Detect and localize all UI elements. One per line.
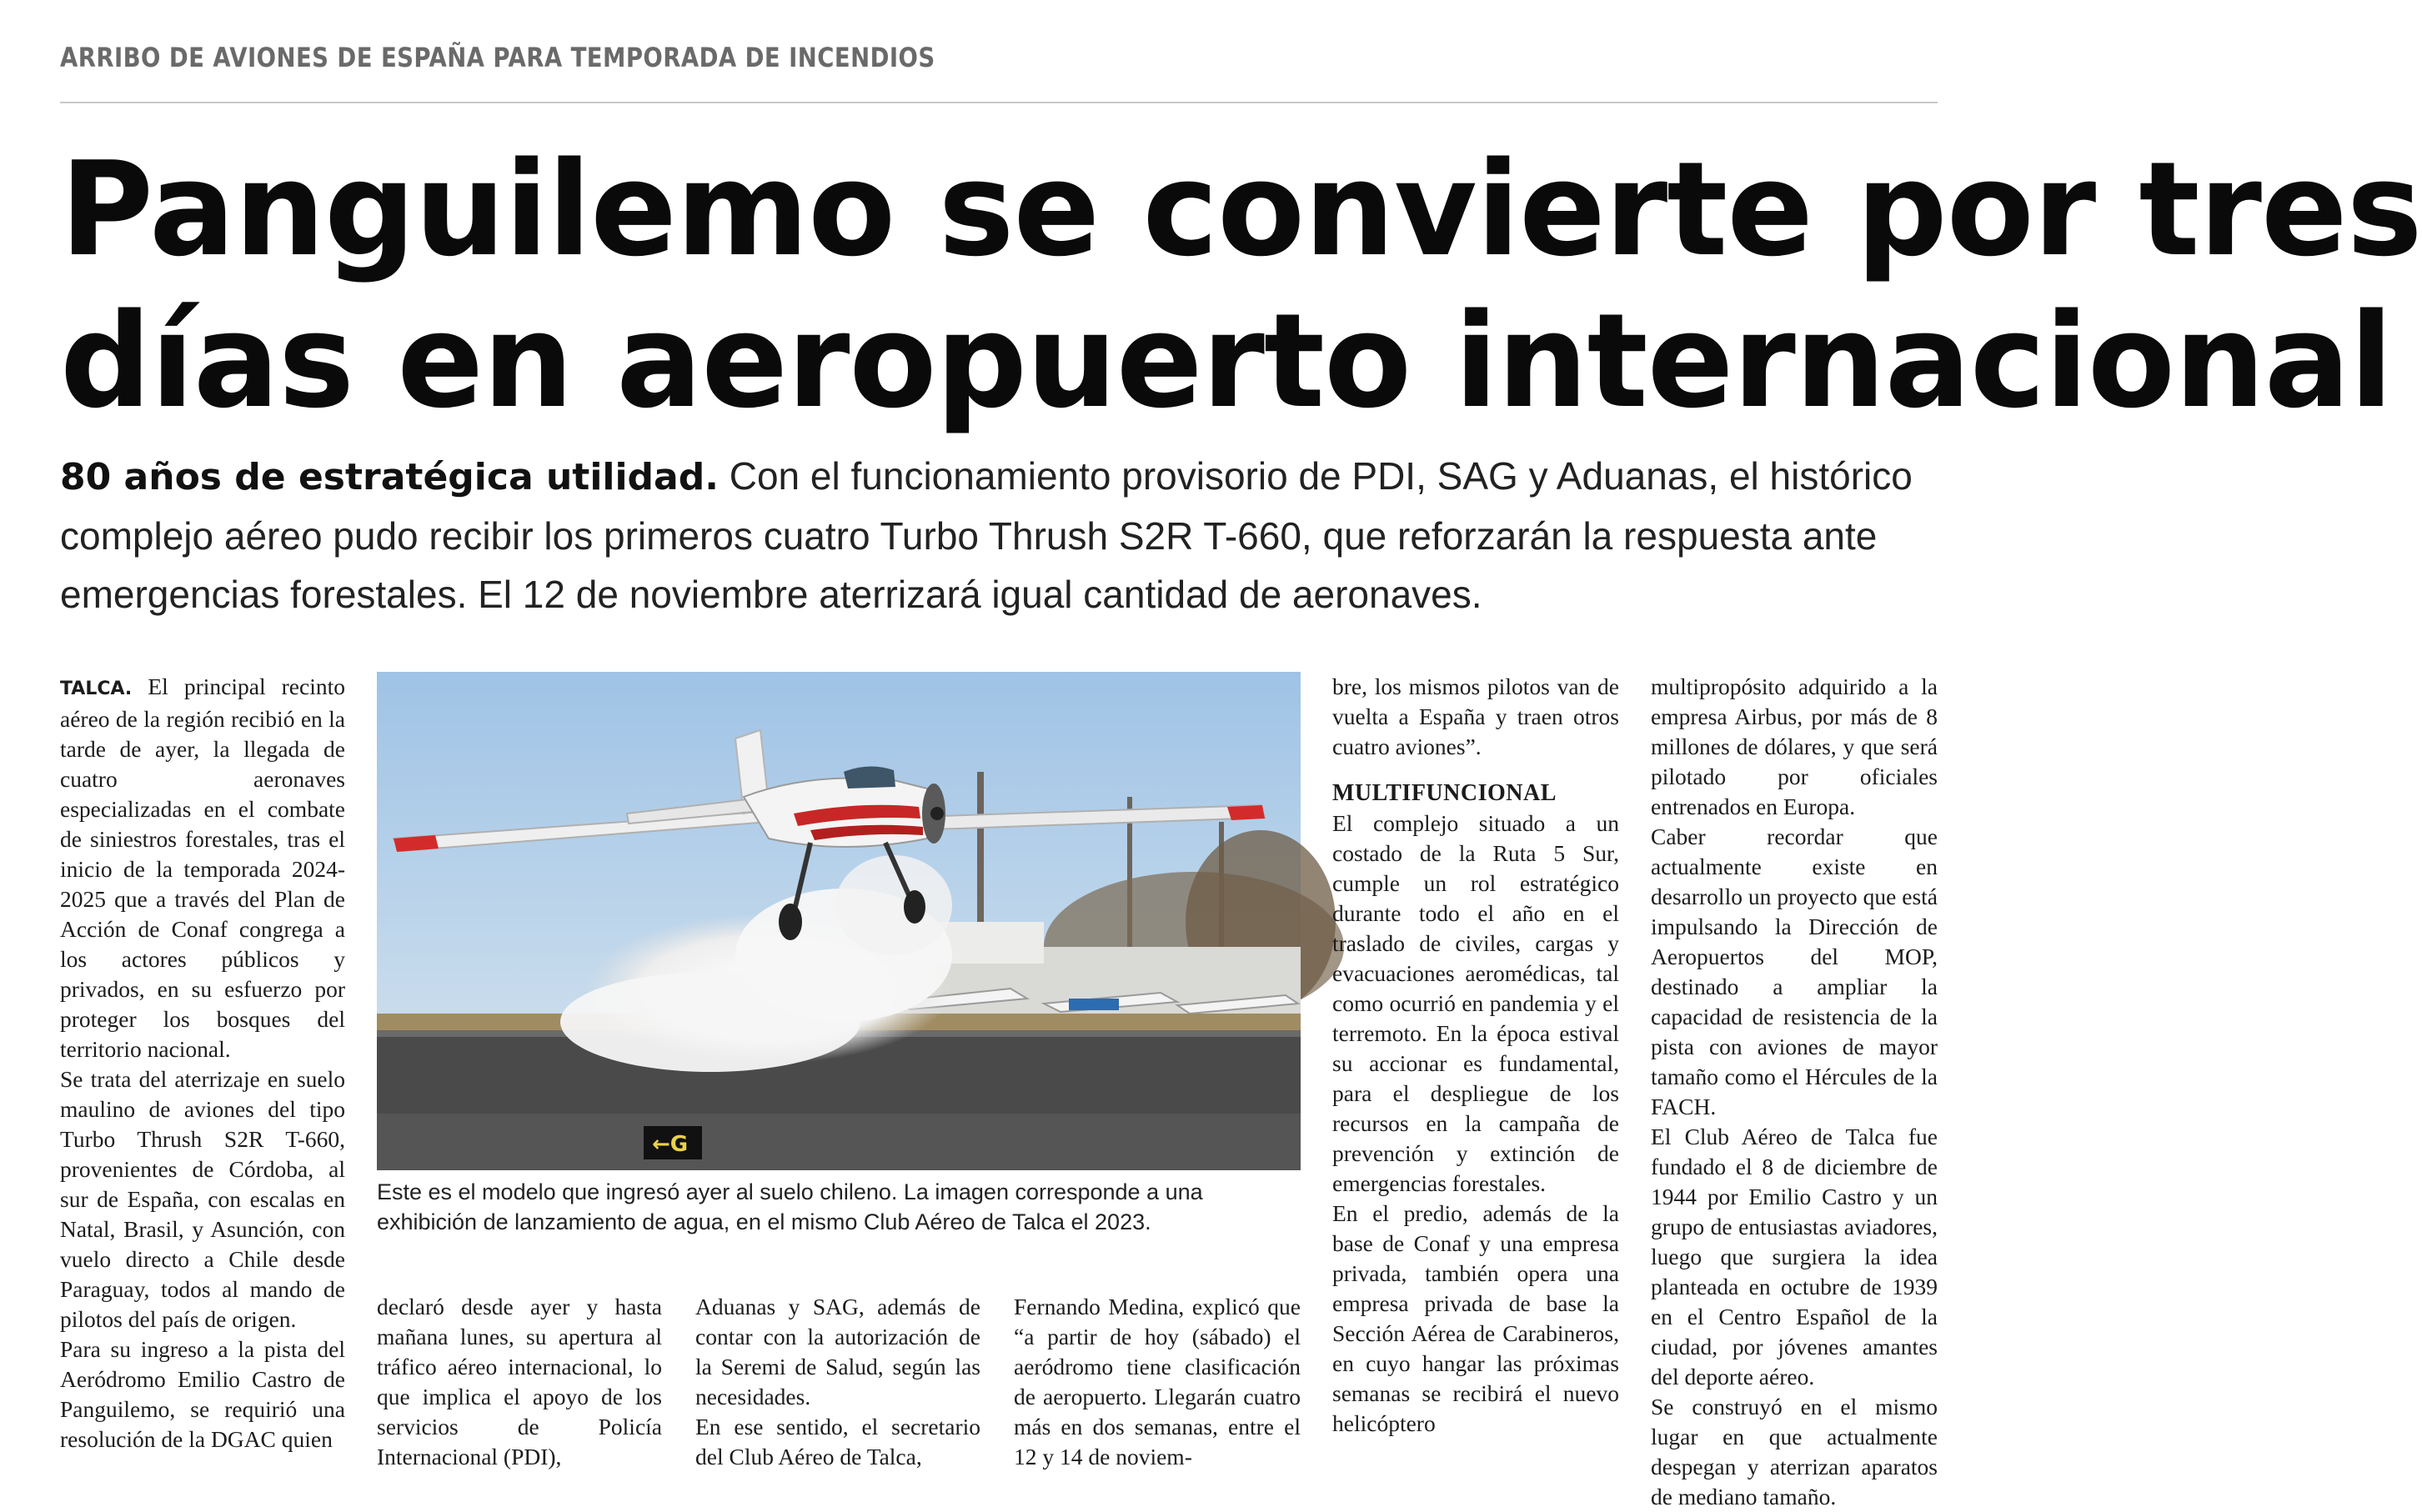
section-kicker: ARRIBO DE AVIONES DE ESPAÑA PARA TEMPORADA DE INCENDIOS <box>60 42 935 73</box>
paragraph: bre, los mismos pilotos van de vuelta a España y traen otros cuatro aviones”. <box>1332 673 1619 759</box>
article-column-2 <box>377 1292 662 1472</box>
header-divider <box>60 102 1938 103</box>
headline <box>60 133 2422 437</box>
runway-sign-text: ←G <box>652 1132 689 1157</box>
paragraph: En el predio, además de la base de Conaf y una empresa privada, también opera una empresa privada de base la Sección Aérea de Carabineros, en cuyo hangar las próximas semanas se recibirá el nuevo helicóptero <box>1332 1200 1619 1436</box>
headline-line-1: Panguilemo se convierte por tres <box>60 133 2422 285</box>
airplane-photo-illustration <box>377 672 1301 1170</box>
paragraph: Caber recordar que actualmente existe en desarrollo un proyecto que está impulsando la Dirección de Aeropuertos del MOP, destinado a ampliar la capacidad de resistencia de la pista con aviones de mayor tamaño como el Hércules de la FACH. <box>1651 824 1938 1119</box>
news-photo <box>377 672 1301 1170</box>
article-column-4 <box>1014 1292 1301 1472</box>
paragraph: Para su ingreso a la pista del Aeródromo Emilio Castro de Panguilemo, se requirió una resolución de la DGAC quien <box>60 1336 345 1452</box>
paragraph: Fernando Medina, explicó que “a partir de hoy (sábado) el aeródromo tiene clasificación de aeropuerto. Llegarán cuatro más en dos semanas, entre el 12 y 14 de noviem- <box>1014 1294 1301 1469</box>
paragraph: El principal recinto aéreo de la región recibió en la tarde de ayer, la llegada de cuatro aeronaves especializadas en el combate de siniestros forestales, tras el inicio de la temporada 2024-2025 que a través del Plan de Acción de Conaf congrega a los actores públicos y privados, en su esfuerzo por proteger los bosques del territorio nacional. <box>60 673 345 1062</box>
article-column-1 <box>60 672 345 1454</box>
deck-paragraph <box>60 447 1944 623</box>
paragraph: declaró desde ayer y hasta mañana lunes, su apertura al tráfico aéreo internacional, lo que implica el apoyo de los servicios de Policía Internacional (PDI), <box>377 1294 662 1469</box>
photo-caption: Este es el modelo que ingresó ayer al suelo chileno. La imagen corresponde a una exhibición de lanzamiento de agua, en el mismo Club Aéreo de Talca el 2023. <box>377 1179 1203 1234</box>
article-column-3 <box>695 1292 980 1472</box>
headline-line-2: días en aeropuerto internacional <box>60 285 2393 437</box>
subheading: MULTIFUNCIONAL <box>1332 780 1557 806</box>
paragraph: multipropósito adquirido a la empresa Airbus, por más de 8 millones de dólares, y que será pilotado por oficiales entrenados en Europa. <box>1651 673 1938 819</box>
deck-lead: 80 años de estratégica utilidad. <box>60 456 719 498</box>
paragraph: Se construyó en el mismo lugar en que actualmente despegan y aterrizan aparatos de mediano tamaño. <box>1651 1394 1938 1509</box>
paragraph: El complejo situado a un costado de la Ruta 5 Sur, cumple un rol estratégico durante todo el año en el traslado de civiles, cargas y evacuaciones aeromédicas, tal como ocurrió en pandemia y el terremoto. En la época estival su accionar es fundamental, para el despliegue de los recursos en la campaña de prevención y extinción de emergencias forestales. <box>1332 810 1619 1196</box>
paragraph: Se trata del aterrizaje en suelo maulino de aviones del tipo Turbo Thrush S2R T-660, provenientes de Córdoba, al sur de España, con escalas en Natal, Brasil, y Asunción, con vuelo directo a Chile desde Paraguay, todos al mando de pilotos del país de origen. <box>60 1066 345 1332</box>
dateline: TALCA. <box>60 678 133 699</box>
article-column-5 <box>1332 672 1619 1439</box>
paragraph: En ese sentido, el secretario del Club Aéreo de Talca, <box>695 1414 980 1469</box>
article-column-6 <box>1651 672 1938 1512</box>
paragraph: El Club Aéreo de Talca fue fundado el 8 de diciembre de 1944 por Emilio Castro y un grupo de entusiastas aviadores, luego que surgiera la idea planteada en octubre de 1939 en el Centro Español de la ciudad, por jóvenes amantes del deporte aéreo. <box>1651 1124 1938 1389</box>
deck-text: Con el funcionamiento provisorio de PDI, SAG y Aduanas, el histórico complejo aéreo pudo recibir los primeros cuatro Turbo Thrush S2R T-660, que reforzarán la respuesta ante emergencias forestales. El 12 de noviembre aterrizará igual cantidad de aeronaves. <box>60 454 1913 616</box>
paragraph: Aduanas y SAG, además de contar con la autorización de la Seremi de Salud, según las necesidades. <box>695 1294 980 1409</box>
